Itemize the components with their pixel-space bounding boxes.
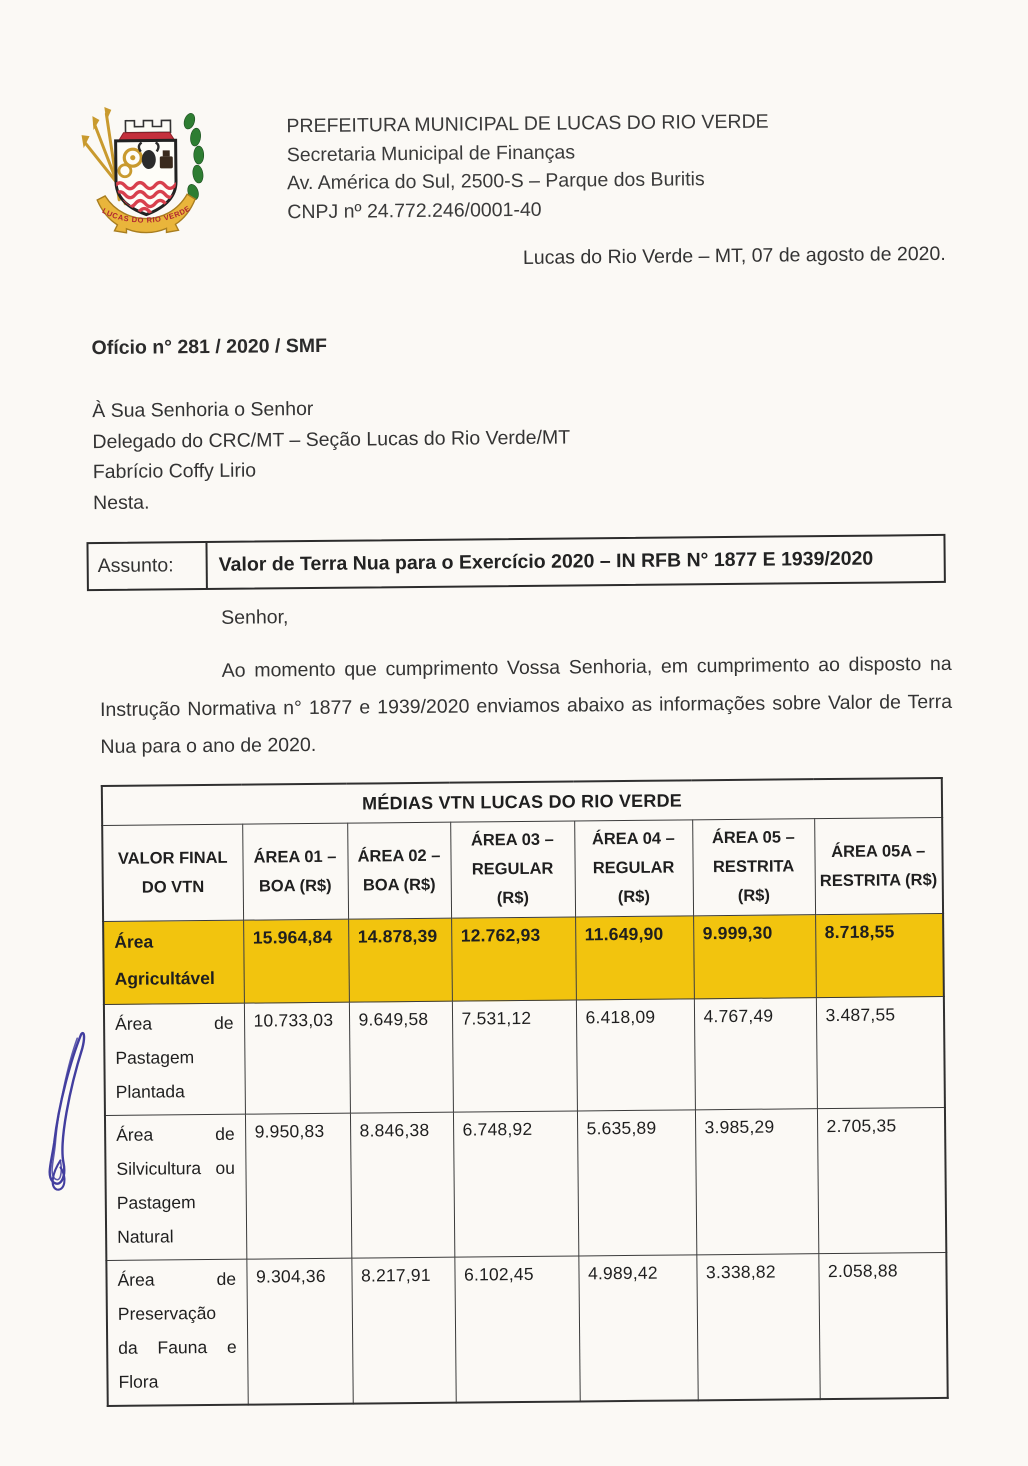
value-cell: 15.964,84 bbox=[243, 919, 349, 1003]
column-header: ÁREA 03 – REGULAR (R$) bbox=[450, 821, 575, 918]
addressee-line: Fabrício Coffy Lirio bbox=[92, 459, 257, 484]
value-cell: 8.846,38 bbox=[350, 1112, 454, 1258]
pen-scribble-mark bbox=[25, 1022, 117, 1208]
subject-box bbox=[86, 534, 945, 591]
addressee-line: Nesta. bbox=[92, 491, 150, 514]
addressee-line: À Sua Senhoria o Senhor bbox=[92, 397, 314, 423]
value-cell: 11.649,90 bbox=[575, 916, 694, 1000]
value-cell: 10.733,03 bbox=[244, 1002, 350, 1114]
letterhead-cnpj: CNPJ nº 24.772.246/0001-40 bbox=[287, 198, 542, 223]
table-header-row bbox=[102, 817, 943, 921]
value-cell: 9.950,83 bbox=[245, 1113, 351, 1259]
column-header: ÁREA 05A – RESTRITA (R$) bbox=[814, 817, 943, 914]
subject-text: Valor de Terra Nua para o Exercício 2020 – IN RFB N° 1877 E 1939/2020 bbox=[218, 547, 874, 576]
value-cell: 6.748,92 bbox=[453, 1111, 578, 1257]
letterhead-address: Av. América do Sul, 2500-S – Parque dos Buritis bbox=[286, 168, 705, 195]
row-label-cell: Área de Preservação da Fauna e Flora bbox=[106, 1259, 247, 1406]
row-label-cell: Área de Pastagem Plantada bbox=[104, 1003, 245, 1115]
value-cell: 14.878,39 bbox=[348, 918, 452, 1002]
table-row bbox=[106, 1252, 947, 1406]
value-cell: 7.531,12 bbox=[452, 1000, 577, 1112]
column-header: VALOR FINAL DO VTN bbox=[102, 824, 243, 921]
value-cell: 9.304,36 bbox=[246, 1258, 352, 1405]
document-reference: Ofício n° 281 / 2020 / SMF bbox=[91, 334, 328, 360]
value-cell: 8.217,91 bbox=[351, 1257, 455, 1403]
addressee-block bbox=[92, 392, 571, 519]
letterhead bbox=[286, 108, 769, 227]
value-cell: 8.718,55 bbox=[815, 913, 944, 997]
value-cell: 4.989,42 bbox=[578, 1255, 697, 1402]
row-label-cell: Área Agricultável bbox=[103, 920, 244, 1004]
municipality-coat-of-arms-logo bbox=[69, 99, 222, 234]
value-cell: 3.985,29 bbox=[695, 1109, 818, 1255]
value-cell: 2.705,35 bbox=[817, 1107, 946, 1253]
column-header: ÁREA 02 – BOA (R$) bbox=[347, 822, 451, 919]
row-label-cell: Área de Silvicultura ou Pastagem Natural bbox=[105, 1114, 246, 1260]
table-title: MÉDIAS VTN LUCAS DO RIO VERDE bbox=[102, 778, 942, 826]
column-header: ÁREA 04 – REGULAR (R$) bbox=[574, 820, 693, 917]
value-cell: 3.338,82 bbox=[696, 1254, 819, 1401]
salutation: Senhor, bbox=[221, 606, 289, 629]
subject-label: Assunto: bbox=[97, 554, 174, 578]
value-cell: 9.649,58 bbox=[349, 1001, 453, 1113]
letterhead-department: Secretaria Municipal de Finanças bbox=[286, 140, 576, 166]
value-cell: 3.487,55 bbox=[816, 996, 945, 1108]
dateline: Lucas do Rio Verde – MT, 07 de agosto de 2020. bbox=[522, 242, 946, 269]
value-cell: 12.762,93 bbox=[451, 917, 576, 1001]
body-paragraph: Ao momento que cumprimento Vossa Senhoria, em cumprimento ao disposto na Instrução Normativa n° 1877 e 1939/2020 enviamos abaixo as informações sobre Valor de Terra Nua para o ano de 2020. bbox=[99, 652, 953, 759]
value-cell: 9.999,30 bbox=[693, 915, 816, 999]
table-row bbox=[105, 1107, 946, 1260]
value-cell: 4.767,49 bbox=[694, 998, 817, 1110]
value-cell: 6.102,45 bbox=[454, 1256, 579, 1403]
logo-ribbon-text: LUCAS DO RIO VERDE bbox=[100, 203, 193, 225]
value-cell: 6.418,09 bbox=[576, 999, 695, 1111]
column-header: ÁREA 01 – BOA (R$) bbox=[242, 823, 348, 920]
addressee-line: Delegado do CRC/MT – Seção Lucas do Rio Verde/MT bbox=[92, 426, 571, 453]
value-cell: 2.058,88 bbox=[818, 1252, 947, 1399]
table-row bbox=[103, 913, 944, 1004]
letterhead-org-name: PREFEITURA MUNICIPAL DE LUCAS DO RIO VERDE bbox=[286, 110, 769, 138]
value-cell: 5.635,89 bbox=[577, 1110, 696, 1256]
vtn-table bbox=[101, 777, 949, 1407]
column-header: ÁREA 05 – RESTRITA (R$) bbox=[692, 819, 815, 916]
table-row bbox=[104, 996, 945, 1115]
